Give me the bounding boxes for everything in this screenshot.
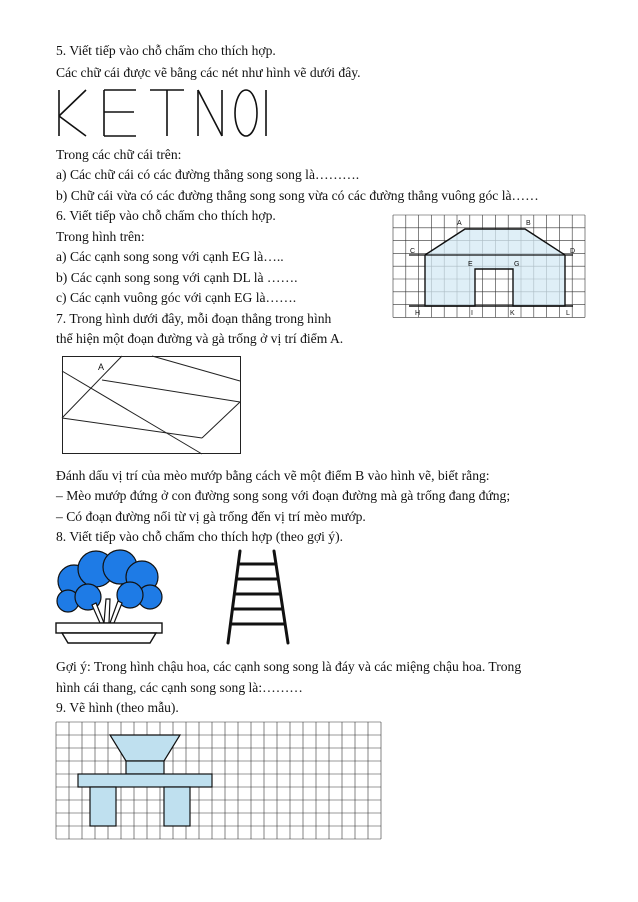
model-top-trapezoid xyxy=(110,735,180,761)
ladder-svg xyxy=(218,549,298,645)
letter-k-arm xyxy=(59,90,86,116)
ex5-title: 5. Viết tiếp vào chỗ chấm cho thích hợp. xyxy=(56,43,276,58)
letters-drawing xyxy=(52,86,272,142)
ex6-question-b: b) Các cạnh song song với cạnh DL là ……. xyxy=(56,270,298,285)
ex6-prompt: Trong hình trên: xyxy=(56,229,145,244)
model-left-leg xyxy=(90,787,116,826)
ex6-title: 6. Viết tiếp vào chỗ chấm cho thích hợp. xyxy=(56,208,276,223)
ex5-intro: Các chữ cái được vẽ bằng các nét như hình vẽ dưới đây. xyxy=(56,65,361,80)
ex7-instruction: Đánh dấu vị trí của mèo mướp bằng cách vẽ một điểm B vào hình vẽ, biết rằng: xyxy=(56,468,490,483)
model-table-top xyxy=(78,774,212,787)
ex8-hint-2: hình cái thang, các cạnh song song là:……… xyxy=(56,680,303,695)
ex9-title: 9. Vẽ hình (theo mẫu). xyxy=(56,700,179,715)
ex5-question-b: b) Chữ cái vừa có các đường thẳng song song vừa có các đường thẳng vuông góc là…… xyxy=(56,188,539,203)
roads-svg xyxy=(62,356,242,456)
label-g: G xyxy=(514,261,520,268)
ex7-title-2: thể hiện một đoạn đường và gà trống ở vị trí điểm A. xyxy=(56,331,344,346)
ex6-question-a: a) Các cạnh song song với cạnh EG là….. xyxy=(56,249,284,264)
ex6-question-c: c) Các cạnh vuông góc với cạnh EG là……. xyxy=(56,290,297,305)
drawing-grid-svg xyxy=(56,722,392,842)
model-right-leg xyxy=(164,787,190,826)
flower-pot-figure xyxy=(52,549,168,645)
ex8-hint-1: Gợi ý: Trong hình chậu hoa, các cạnh song song là đáy và các miệng chậu hoa. Trong xyxy=(56,659,522,674)
ex7-condition-1: – Mèo mướp đứng ở con đường song song với đoạn đường mà gà trống đang đứng; xyxy=(56,488,511,503)
flower-pot-svg xyxy=(52,549,168,645)
house-grid-figure xyxy=(393,215,585,323)
ladder-figure xyxy=(218,549,298,645)
ex5-prompt: Trong các chữ cái trên: xyxy=(56,147,182,162)
label-a: A xyxy=(457,220,462,227)
model-neck xyxy=(126,761,164,774)
label-i: I xyxy=(471,310,473,317)
label-d: D xyxy=(570,248,576,255)
letters-row xyxy=(52,86,272,142)
letter-k-leg xyxy=(59,116,86,136)
label-k: K xyxy=(510,310,515,317)
label-b: B xyxy=(526,220,531,227)
label-l: L xyxy=(566,310,570,317)
ex7-condition-2: – Có đoạn đường nối từ vị gà trống đến vị trí mèo mướp. xyxy=(56,509,366,524)
drawing-grid-figure xyxy=(56,722,392,842)
ex7-title: 7. Trong hình dưới đây, mỗi đoạn thẳng trong hình xyxy=(56,311,332,326)
house-grid-svg xyxy=(393,215,585,323)
pot-base xyxy=(62,633,156,643)
point-a-label: A xyxy=(98,362,105,372)
roads-figure xyxy=(62,356,242,456)
label-e: E xyxy=(468,261,473,268)
pot-rim xyxy=(56,623,162,633)
ex8-title: 8. Viết tiếp vào chỗ chấm cho thích hợp (theo gợi ý). xyxy=(56,529,344,544)
label-c: C xyxy=(410,248,416,255)
ex5-question-a: a) Các chữ cái có các đường thẳng song song là………. xyxy=(56,167,360,182)
ladder-left-rail xyxy=(228,551,240,643)
label-h: H xyxy=(415,310,421,317)
house-shape xyxy=(425,229,565,306)
